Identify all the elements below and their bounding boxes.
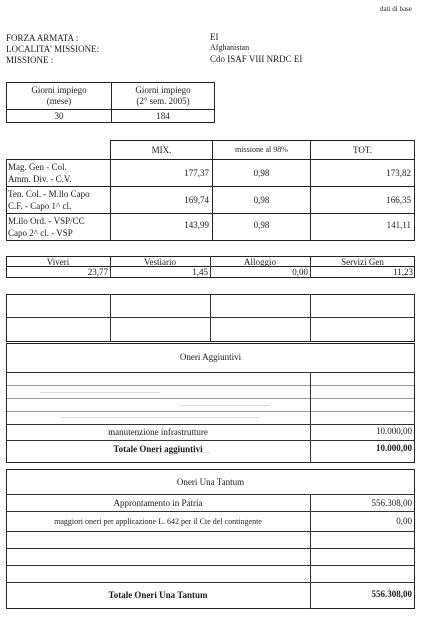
corner-note: dati di base	[380, 5, 412, 13]
giorni-semestre-label-2: (2° sem. 2005)	[136, 96, 190, 106]
empty-grid-col-2	[210, 294, 211, 342]
services-header-vestiario: Vestiario	[144, 257, 176, 267]
oneri-una-tantum-title-line	[6, 494, 415, 495]
forza-armata-value: EI	[210, 32, 219, 42]
oneri-aggiuntivi-title: Oneri Aggiuntivi	[179, 352, 242, 362]
oneri-una-tantum-row-line-5	[6, 582, 415, 583]
services-header-servizi: Servizi Gen	[341, 257, 384, 267]
oneri-aggiuntivi-row-line-1	[6, 385, 415, 386]
oneri-aggiuntivi-row-line-2	[6, 398, 415, 399]
oneri-una-tantum-total-value: 556.308,00	[371, 589, 412, 599]
forza-armata-label: FORZA ARMATA :	[6, 33, 79, 43]
rates-row-3-missione: 0,98	[253, 220, 270, 230]
services-value-viveri: 23,77	[87, 267, 108, 277]
services-value-vestiario: 1,45	[192, 267, 208, 277]
giorni-semestre-value: 184	[156, 111, 170, 121]
oneri-aggiuntivi-total-label: Totale Oneri aggiuntivi	[113, 444, 203, 454]
giorni-mese-label-2: (mese)	[46, 96, 72, 106]
rates-row-1-label-1: Mag. Gen - Col.	[8, 162, 67, 172]
giorni-semestre-label-1: Giorni impiego	[135, 85, 191, 95]
oneri-una-tantum-row-line-3	[6, 548, 415, 549]
oneri-aggiuntivi-row-line-3	[6, 411, 415, 412]
oneri-aggiuntivi-row-line-5	[6, 440, 415, 441]
scan-noise-2	[180, 405, 270, 406]
rates-header-missione: missione al 98%	[235, 145, 288, 154]
rates-row-1-missione: 0,98	[253, 168, 270, 178]
rates-row-2-tot: 166,35	[386, 195, 411, 205]
rates-row-3-tot: 141,11	[386, 220, 411, 230]
rates-row-3-mix: 143,99	[184, 220, 209, 230]
oneri-una-tantum-item-2-label: maggiori oneri per applicazione L. 642 per il Cte del contingente	[54, 517, 262, 526]
scan-noise-4	[150, 452, 210, 453]
empty-grid-col-3	[310, 294, 311, 342]
giorni-mese-value: 30	[54, 111, 64, 121]
oneri-una-tantum-item-2-value: 0,00	[396, 516, 412, 526]
giorni-mese-label-1: Giorni impiego	[31, 85, 87, 95]
oneri-una-tantum-frame	[6, 469, 415, 609]
rates-row-1-label-2: Amm. Div. - C.V.	[8, 174, 72, 184]
rates-row-1-mix: 177,37	[184, 168, 209, 178]
services-value-alloggio: 0,00	[292, 267, 308, 277]
oneri-una-tantum-row-line-4	[6, 565, 415, 566]
oneri-aggiuntivi-item-value: 10.000,00	[376, 426, 412, 436]
oneri-una-tantum-row-line-2	[6, 531, 415, 532]
rates-header-mix: MIX.	[151, 145, 172, 155]
oneri-una-tantum-row-line-1	[6, 511, 415, 512]
oneri-una-tantum-item-1-label: Approntamento in Patria	[113, 498, 203, 508]
oneri-aggiuntivi-row-line-4	[6, 424, 415, 425]
rates-row-2-mix: 169,74	[184, 195, 209, 205]
missione-label: MISSIONE :	[6, 55, 54, 65]
scan-noise-1	[40, 392, 160, 393]
rates-header-tot: TOT.	[353, 145, 372, 155]
oneri-una-tantum-total-label: Totale Oneri Una Tantum	[108, 590, 208, 600]
oneri-aggiuntivi-title-line	[6, 372, 415, 373]
scan-noise-3	[60, 417, 260, 418]
rates-row-2-label-1: Ten. Col. - M.llo Capo	[8, 189, 90, 199]
rates-row-3-label-2: Capo 2^ cl. - VSP	[8, 228, 73, 238]
services-header-viveri: Viveri	[46, 257, 70, 267]
localita-value: Afghanistan	[210, 43, 250, 52]
oneri-aggiuntivi-item-label: manutenzione infrastrutture	[108, 427, 208, 437]
rates-row-2-missione: 0,98	[253, 195, 270, 205]
oneri-aggiuntivi-total-value: 10.000,00	[376, 443, 412, 453]
localita-label: LOCALITA' MISSIONE:	[6, 44, 100, 54]
oneri-una-tantum-title: Oneri Una Tantum	[176, 477, 245, 487]
services-header-alloggio: Alloggio	[243, 257, 276, 267]
rates-row-1-tot: 173,82	[386, 168, 411, 178]
services-value-servizi: 11,23	[393, 267, 413, 277]
missione-value: Cdo ISAF VIII NRDC EI	[210, 54, 303, 64]
empty-grid-col-1	[110, 294, 111, 342]
rates-row-3-label-1: M.llo Ord. - VSP/CC	[8, 216, 85, 226]
oneri-una-tantum-item-1-value: 556.308,00	[371, 498, 412, 508]
rates-row-2-label-2: C.F. - Capo 1^ cl.	[8, 201, 72, 211]
